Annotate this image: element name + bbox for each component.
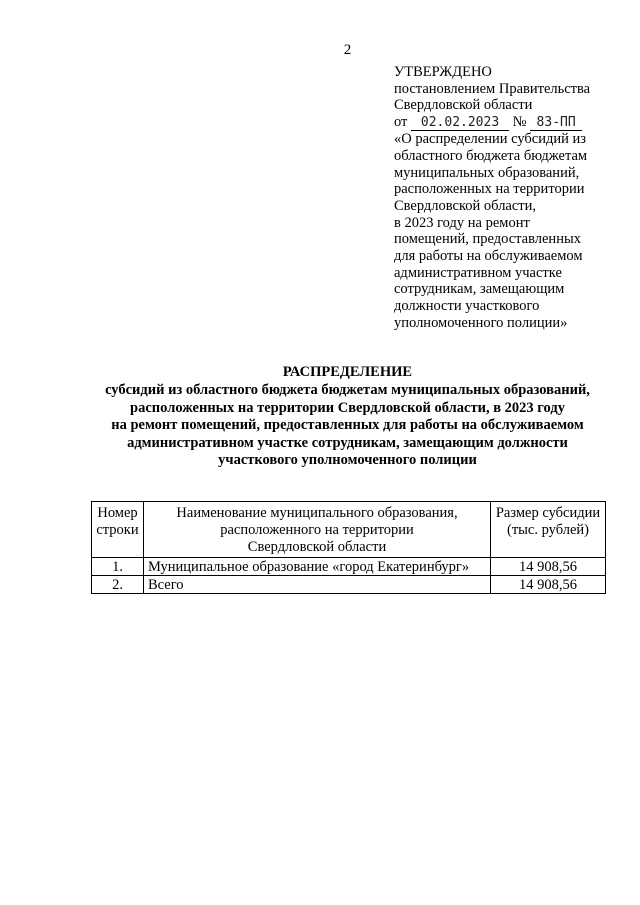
resolution-title-line: Свердловской области, (394, 197, 537, 214)
row-number: 1. (92, 558, 144, 576)
resolution-title-line: административном участке (394, 264, 562, 281)
date-prefix: от (394, 114, 408, 131)
resolution-title-line: муниципальных образований, (394, 164, 580, 181)
approval-line: Свердловской области (394, 97, 533, 114)
approval-date-line (394, 114, 634, 131)
municipality-name: Всего (144, 576, 491, 594)
header-subsidy-amount: Размер субсидии (тыс. рублей) (491, 502, 606, 558)
resolution-title-line: «О распределении субсидий из (394, 131, 586, 148)
subtitle-line: участкового уполномоченного полиции (218, 452, 477, 469)
resolution-title-line: помещений, предоставленных (394, 231, 581, 248)
row-number: 2. (92, 576, 144, 594)
subtitle-line: административном участке сотрудникам, замещающим должности (127, 434, 568, 451)
municipality-name: Муниципальное образование «город Екатеринбург» (144, 558, 491, 576)
resolution-title-line: в 2023 году на ремонт (394, 214, 530, 231)
resolution-title-line: для работы на обслуживаемом (394, 248, 583, 265)
table-row (92, 558, 606, 576)
table-header-row (92, 502, 606, 558)
distribution-table (91, 501, 606, 594)
page-number: 2 (343, 42, 352, 58)
resolution-title-line: расположенных на территории (394, 181, 585, 198)
number-field: 83-ПП (530, 116, 582, 131)
subsidy-amount: 14 908,56 (491, 558, 606, 576)
table-row (92, 576, 606, 594)
subsidy-amount: 14 908,56 (491, 576, 606, 594)
resolution-title-line: областного бюджета бюджетам (394, 147, 588, 164)
approval-line: постановлением Правительства (394, 80, 591, 97)
document-title: РАСПРЕДЕЛЕНИЕ (282, 364, 413, 380)
date-field: 02.02.2023 (411, 116, 509, 131)
header-row-number: Номер строки (92, 502, 144, 558)
resolution-title-line: сотрудникам, замещающим (394, 281, 565, 298)
approval-block (394, 64, 634, 332)
subtitle-line: расположенных на территории Свердловской области, в 2023 году (130, 399, 565, 416)
document-subtitle (60, 382, 635, 470)
subtitle-line: на ремонт помещений, предоставленных для работы на обслуживаемом (111, 417, 584, 434)
resolution-title-line: должности участкового (394, 298, 540, 315)
resolution-title-line: уполномоченного полиции» (394, 314, 568, 331)
number-sign: № (512, 114, 527, 131)
header-municipality-name: Наименование муниципального образования, расположенного на территории Свердловской области (144, 502, 491, 558)
subtitle-line: субсидий из областного бюджета бюджетам муниципальных образований, (105, 382, 590, 398)
approval-heading: УТВЕРЖДЕНО (394, 64, 492, 80)
